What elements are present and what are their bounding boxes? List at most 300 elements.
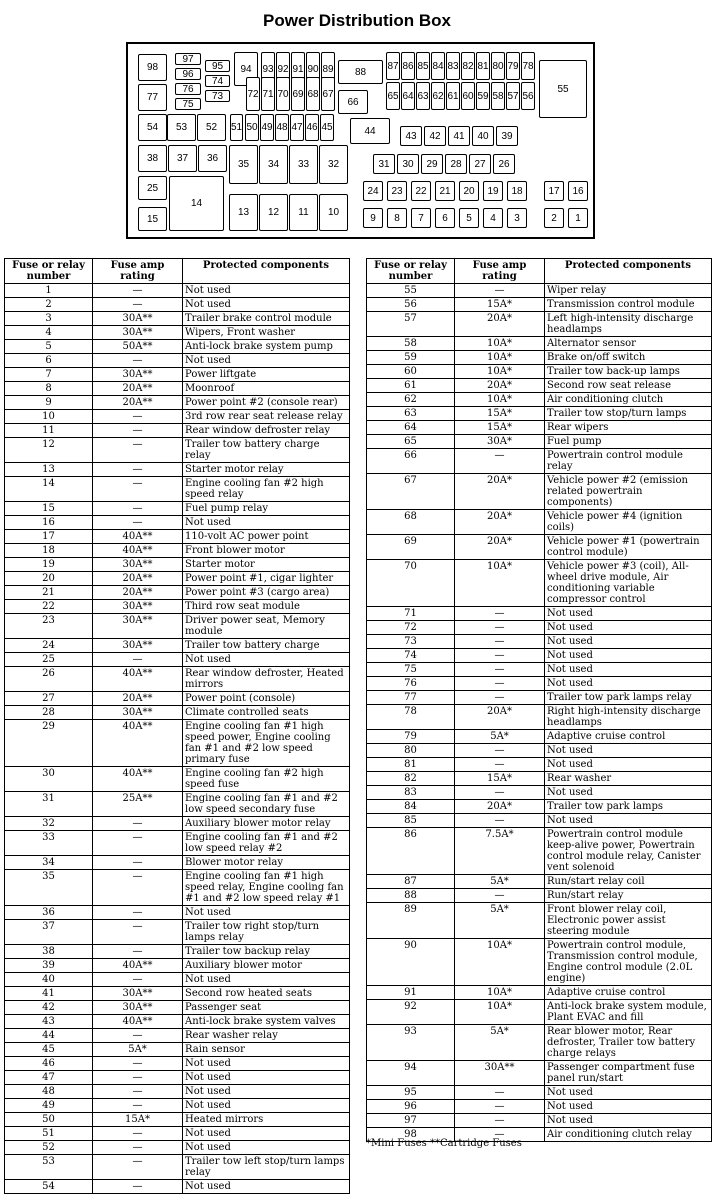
cell-components: Not used	[183, 354, 350, 368]
fuse-slot-18: 18	[507, 181, 527, 201]
fuse-slot-72: 72	[246, 77, 260, 111]
cell-number: 13	[5, 463, 93, 477]
cell-rating: —	[93, 1180, 183, 1194]
table-row	[5, 438, 350, 463]
cell-components: Wipers, Front washer	[183, 326, 350, 340]
cell-number: 87	[367, 875, 455, 889]
cell-rating: —	[93, 502, 183, 516]
cell-number: 68	[367, 510, 455, 535]
fuse-table-right	[366, 258, 712, 1142]
fuse-slot-92: 92	[276, 52, 290, 86]
cell-rating: 15A*	[455, 407, 545, 421]
fuse-slot-17: 17	[544, 181, 564, 201]
cell-components: Rain sensor	[183, 1043, 350, 1057]
cell-components: Climate controlled seats	[183, 706, 350, 720]
cell-rating: —	[455, 649, 545, 663]
cell-rating: —	[93, 653, 183, 667]
cell-components: Rear blower motor, Rear defroster, Trailer tow battery charge relays	[545, 1025, 712, 1061]
cell-number: 45	[5, 1043, 93, 1057]
cell-number: 49	[5, 1099, 93, 1113]
header-components: Protected components	[183, 259, 350, 284]
table-row	[367, 535, 712, 560]
fuse-slot-71: 71	[261, 77, 275, 111]
cell-rating: —	[455, 786, 545, 800]
page-title: Power Distribution Box	[263, 11, 451, 30]
cell-number: 88	[367, 889, 455, 903]
fuse-slot-3: 3	[507, 208, 527, 228]
cell-number: 17	[5, 530, 93, 544]
fuse-slot-65: 65	[386, 82, 400, 110]
cell-rating: 30A**	[455, 1061, 545, 1086]
cell-components: Engine cooling fan #1 and #2 low speed relay #2	[183, 831, 350, 856]
fuse-slot-62: 62	[431, 82, 445, 110]
fuse-slot-48: 48	[275, 114, 289, 141]
fuse-slot-98: 98	[138, 54, 167, 81]
cell-number: 72	[367, 621, 455, 635]
table-row	[5, 463, 350, 477]
cell-number: 64	[367, 421, 455, 435]
table-row	[5, 667, 350, 692]
cell-components: Power point #2 (console rear)	[183, 396, 350, 410]
fuse-slot-14: 14	[169, 176, 224, 231]
cell-number: 38	[5, 945, 93, 959]
cell-rating: 20A**	[93, 692, 183, 706]
table-row	[5, 502, 350, 516]
fuse-slot-19: 19	[483, 181, 503, 201]
cell-rating: —	[455, 744, 545, 758]
table-row	[5, 987, 350, 1001]
cell-components: Not used	[545, 786, 712, 800]
fuse-slot-93: 93	[261, 52, 275, 86]
table-row	[5, 1180, 350, 1194]
table-row	[367, 772, 712, 786]
cell-number: 6	[5, 354, 93, 368]
table-row	[5, 530, 350, 544]
cell-rating: 10A*	[455, 1000, 545, 1025]
cell-number: 30	[5, 767, 93, 792]
cell-number: 2	[5, 298, 93, 312]
cell-components: Powertrain control module, Transmission control module, Engine control module (2.0L engine)	[545, 939, 712, 986]
cell-rating: 40A**	[93, 667, 183, 692]
table-row	[5, 312, 350, 326]
cell-rating: 10A*	[455, 939, 545, 986]
cell-rating: —	[93, 477, 183, 502]
cell-number: 20	[5, 572, 93, 586]
cell-rating: —	[93, 354, 183, 368]
cell-components: Engine cooling fan #2 high speed relay	[183, 477, 350, 502]
cell-components: Trailer tow battery charge relay	[183, 438, 350, 463]
fuse-slot-25: 25	[138, 176, 167, 200]
table-row	[367, 435, 712, 449]
cell-components: Not used	[183, 1127, 350, 1141]
cell-rating: —	[455, 1100, 545, 1114]
cell-rating: 40A**	[93, 544, 183, 558]
cell-number: 14	[5, 477, 93, 502]
cell-number: 52	[5, 1141, 93, 1155]
fuse-slot-8: 8	[387, 208, 407, 228]
cell-rating: —	[93, 298, 183, 312]
cell-rating: —	[93, 1099, 183, 1113]
cell-rating: 20A*	[455, 510, 545, 535]
cell-components: Not used	[183, 1180, 350, 1194]
fuse-slot-96: 96	[175, 68, 201, 80]
table-row	[5, 692, 350, 706]
cell-number: 89	[367, 903, 455, 939]
cell-number: 75	[367, 663, 455, 677]
fuse-slot-29: 29	[421, 154, 443, 174]
cell-components: Starter motor	[183, 558, 350, 572]
cell-rating: 20A*	[455, 379, 545, 393]
cell-components: Trailer tow park lamps relay	[545, 691, 712, 705]
table-row	[5, 639, 350, 653]
cell-number: 56	[367, 298, 455, 312]
cell-rating: 40A**	[93, 959, 183, 973]
cell-rating: —	[93, 831, 183, 856]
table-row	[5, 614, 350, 639]
cell-rating: 15A*	[455, 772, 545, 786]
cell-number: 34	[5, 856, 93, 870]
cell-rating: —	[455, 814, 545, 828]
cell-components: Vehicle power #1 (powertrain control module)	[545, 535, 712, 560]
fuse-slot-11: 11	[289, 194, 318, 231]
cell-rating: —	[455, 758, 545, 772]
table-row	[367, 705, 712, 730]
cell-components: Vehicle power #3 (coil), All-wheel drive module, Air conditioning variable compressor control	[545, 560, 712, 607]
cell-number: 57	[367, 312, 455, 337]
cell-components: Not used	[545, 677, 712, 691]
cell-components: 110-volt AC power point	[183, 530, 350, 544]
cell-number: 39	[5, 959, 93, 973]
cell-components: Not used	[545, 635, 712, 649]
cell-components: Anti-lock brake system valves	[183, 1015, 350, 1029]
cell-number: 47	[5, 1071, 93, 1085]
cell-components: Fuel pump relay	[183, 502, 350, 516]
table-row	[5, 817, 350, 831]
header-rating: Fuse amp rating	[455, 259, 545, 284]
cell-components: Not used	[545, 1114, 712, 1128]
cell-rating: 40A**	[93, 720, 183, 767]
cell-rating: 20A*	[455, 474, 545, 510]
cell-components: Anti-lock brake system module, Plant EVAC and fill	[545, 1000, 712, 1025]
cell-components: Trailer tow stop/turn lamps	[545, 407, 712, 421]
fuse-slot-20: 20	[459, 181, 479, 201]
table-row	[5, 1071, 350, 1085]
fuse-slot-26: 26	[493, 154, 515, 174]
fuse-slot-90: 90	[306, 52, 320, 86]
table-row	[367, 1100, 712, 1114]
table-row	[5, 831, 350, 856]
cell-rating: —	[93, 973, 183, 987]
cell-components: Not used	[545, 1086, 712, 1100]
fuse-slot-89: 89	[321, 52, 335, 86]
cell-rating: 10A*	[455, 365, 545, 379]
cell-components: Third row seat module	[183, 600, 350, 614]
cell-components: 3rd row rear seat release relay	[183, 410, 350, 424]
table-row	[5, 920, 350, 945]
table-row	[5, 1127, 350, 1141]
fuse-slot-58: 58	[491, 82, 505, 110]
fuse-slot-88: 88	[338, 60, 383, 84]
fuse-slot-45: 45	[320, 114, 334, 141]
fuse-slot-86: 86	[401, 52, 415, 80]
cell-number: 51	[5, 1127, 93, 1141]
cell-components: Not used	[183, 284, 350, 298]
cell-number: 79	[367, 730, 455, 744]
fuse-slot-1: 1	[568, 208, 588, 228]
table-row	[367, 649, 712, 663]
cell-number: 85	[367, 814, 455, 828]
table-row	[5, 856, 350, 870]
cell-rating: 20A*	[455, 800, 545, 814]
fuse-slot-95: 95	[205, 60, 230, 72]
cell-rating: 30A**	[93, 368, 183, 382]
table-row	[367, 1114, 712, 1128]
fuse-slot-36: 36	[198, 145, 227, 172]
cell-rating: —	[455, 663, 545, 677]
cell-components: Auxiliary blower motor relay	[183, 817, 350, 831]
cell-components: Powertrain control module relay	[545, 449, 712, 474]
fuse-slot-64: 64	[401, 82, 415, 110]
fuse-slot-53: 53	[167, 114, 196, 141]
table-row	[367, 312, 712, 337]
fuse-slot-42: 42	[424, 126, 446, 146]
cell-rating: —	[455, 1114, 545, 1128]
cell-components: Trailer tow right stop/turn lamps relay	[183, 920, 350, 945]
cell-number: 1	[5, 284, 93, 298]
cell-number: 27	[5, 692, 93, 706]
cell-components: Not used	[545, 649, 712, 663]
cell-rating: 10A*	[455, 351, 545, 365]
cell-components: Trailer tow backup relay	[183, 945, 350, 959]
cell-number: 44	[5, 1029, 93, 1043]
cell-rating: —	[93, 516, 183, 530]
cell-rating: —	[455, 1086, 545, 1100]
cell-components: Driver power seat, Memory module	[183, 614, 350, 639]
cell-components: Engine cooling fan #1 and #2 low speed secondary fuse	[183, 792, 350, 817]
cell-components: Power liftgate	[183, 368, 350, 382]
cell-rating: 5A*	[455, 1025, 545, 1061]
table-row	[5, 1141, 350, 1155]
fuse-slot-15: 15	[138, 207, 167, 231]
cell-rating: 20A*	[455, 312, 545, 337]
table-row	[367, 560, 712, 607]
table-row	[5, 544, 350, 558]
cell-components: Trailer tow back-up lamps	[545, 365, 712, 379]
cell-number: 15	[5, 502, 93, 516]
table-row	[367, 677, 712, 691]
fuse-slot-87: 87	[386, 52, 400, 80]
table-row	[367, 1000, 712, 1025]
fuse-slot-75: 75	[175, 98, 201, 110]
cell-number: 19	[5, 558, 93, 572]
fuse-slot-33: 33	[289, 145, 318, 184]
table-row	[367, 351, 712, 365]
cell-number: 5	[5, 340, 93, 354]
table-row	[367, 730, 712, 744]
cell-components: Rear window defroster relay	[183, 424, 350, 438]
cell-rating: 10A*	[455, 393, 545, 407]
cell-rating: 30A**	[93, 614, 183, 639]
header-number: Fuse or relay number	[5, 259, 93, 284]
table-row	[5, 298, 350, 312]
fuse-slot-40: 40	[472, 126, 494, 146]
table-row	[367, 393, 712, 407]
cell-rating: 30A**	[93, 639, 183, 653]
cell-rating: 30A**	[93, 1001, 183, 1015]
cell-components: Powertrain control module keep-alive power, Powertrain control module relay, Canister vent solenoid	[545, 828, 712, 875]
cell-rating: 20A**	[93, 586, 183, 600]
table-row	[367, 875, 712, 889]
fuse-slot-12: 12	[259, 194, 288, 231]
cell-components: Front blower motor	[183, 544, 350, 558]
fuse-slot-57: 57	[506, 82, 520, 110]
cell-rating: —	[455, 691, 545, 705]
table-row	[5, 368, 350, 382]
cell-number: 80	[367, 744, 455, 758]
cell-number: 97	[367, 1114, 455, 1128]
table-row	[367, 421, 712, 435]
cell-number: 90	[367, 939, 455, 986]
cell-components: Heated mirrors	[183, 1113, 350, 1127]
cell-components: Run/start relay	[545, 889, 712, 903]
cell-number: 96	[367, 1100, 455, 1114]
fuse-slot-78: 78	[521, 52, 535, 80]
cell-rating: —	[455, 607, 545, 621]
cell-rating: 50A**	[93, 340, 183, 354]
cell-rating: 7.5A*	[455, 828, 545, 875]
cell-components: Engine cooling fan #1 high speed relay, Engine cooling fan #1 and #2 low speed relay #1	[183, 870, 350, 906]
table-row	[367, 691, 712, 705]
fuse-slot-83: 83	[446, 52, 460, 80]
cell-rating: 20A*	[455, 535, 545, 560]
cell-rating: —	[93, 1029, 183, 1043]
cell-number: 93	[367, 1025, 455, 1061]
table-row	[5, 1029, 350, 1043]
cell-number: 65	[367, 435, 455, 449]
cell-components: Fuel pump	[545, 435, 712, 449]
cell-components: Second row seat release	[545, 379, 712, 393]
table-row	[5, 600, 350, 614]
cell-number: 23	[5, 614, 93, 639]
table-row	[367, 449, 712, 474]
fuse-slot-7: 7	[411, 208, 431, 228]
cell-number: 4	[5, 326, 93, 340]
cell-components: Rear washer	[545, 772, 712, 786]
cell-rating: 15A*	[455, 298, 545, 312]
table-row	[5, 1113, 350, 1127]
cell-components: Second row heated seats	[183, 987, 350, 1001]
cell-number: 77	[367, 691, 455, 705]
cell-number: 74	[367, 649, 455, 663]
table-row	[367, 1025, 712, 1061]
cell-components: Power point #3 (cargo area)	[183, 586, 350, 600]
table-row	[5, 572, 350, 586]
cell-components: Not used	[545, 758, 712, 772]
cell-number: 82	[367, 772, 455, 786]
table-row	[5, 906, 350, 920]
cell-number: 95	[367, 1086, 455, 1100]
cell-number: 59	[367, 351, 455, 365]
fuse-slot-54: 54	[138, 114, 167, 141]
table-row	[367, 337, 712, 351]
cell-rating: —	[93, 463, 183, 477]
table-row	[367, 744, 712, 758]
cell-rating: 5A*	[455, 730, 545, 744]
cell-number: 41	[5, 987, 93, 1001]
cell-number: 9	[5, 396, 93, 410]
cell-number: 35	[5, 870, 93, 906]
cell-components: Moonroof	[183, 382, 350, 396]
cell-number: 70	[367, 560, 455, 607]
table-row	[5, 1085, 350, 1099]
fuse-slot-85: 85	[416, 52, 430, 80]
cell-components: Left high-intensity discharge headlamps	[545, 312, 712, 337]
cell-components: Vehicle power #2 (emission related powertrain components)	[545, 474, 712, 510]
cell-rating: —	[455, 635, 545, 649]
cell-number: 29	[5, 720, 93, 767]
cell-rating: 5A*	[455, 903, 545, 939]
cell-number: 78	[367, 705, 455, 730]
table-row	[5, 284, 350, 298]
cell-rating: 30A**	[93, 558, 183, 572]
cell-rating: —	[93, 870, 183, 906]
fuse-slot-21: 21	[435, 181, 455, 201]
cell-number: 40	[5, 973, 93, 987]
cell-components: Not used	[545, 744, 712, 758]
fuse-slot-30: 30	[397, 154, 419, 174]
table-row	[367, 986, 712, 1000]
cell-rating: —	[93, 1127, 183, 1141]
cell-components: Rear wipers	[545, 421, 712, 435]
cell-components: Air conditioning clutch	[545, 393, 712, 407]
cell-rating: 20A**	[93, 572, 183, 586]
cell-rating: 20A**	[93, 382, 183, 396]
fuse-slot-6: 6	[435, 208, 455, 228]
cell-components: Rear washer relay	[183, 1029, 350, 1043]
table-row	[5, 945, 350, 959]
table-row	[367, 939, 712, 986]
table-row	[367, 814, 712, 828]
fuse-slot-77: 77	[138, 84, 167, 111]
fuse-slot-67: 67	[321, 77, 335, 111]
fuse-slot-41: 41	[448, 126, 470, 146]
cell-components: Right high-intensity discharge headlamps	[545, 705, 712, 730]
cell-rating: 25A**	[93, 792, 183, 817]
table-row	[367, 365, 712, 379]
cell-components: Air conditioning clutch relay	[545, 1128, 712, 1142]
table-row	[5, 1015, 350, 1029]
table-row	[367, 474, 712, 510]
fuse-slot-2: 2	[544, 208, 564, 228]
cell-components: Passenger compartment fuse panel run/start	[545, 1061, 712, 1086]
cell-number: 43	[5, 1015, 93, 1029]
fuse-slot-80: 80	[491, 52, 505, 80]
cell-rating: —	[93, 1071, 183, 1085]
fuse-slot-38: 38	[138, 145, 167, 172]
cell-number: 11	[5, 424, 93, 438]
table-row	[367, 298, 712, 312]
fuse-slot-28: 28	[445, 154, 467, 174]
cell-components: Not used	[183, 516, 350, 530]
cell-rating: 15A*	[93, 1113, 183, 1127]
cell-number: 42	[5, 1001, 93, 1015]
table-row	[5, 1043, 350, 1057]
fuse-slot-66: 66	[338, 90, 368, 114]
cell-rating: 10A*	[455, 986, 545, 1000]
cell-components: Trailer tow park lamps	[545, 800, 712, 814]
cell-number: 92	[367, 1000, 455, 1025]
fuse-slot-44: 44	[350, 118, 390, 144]
